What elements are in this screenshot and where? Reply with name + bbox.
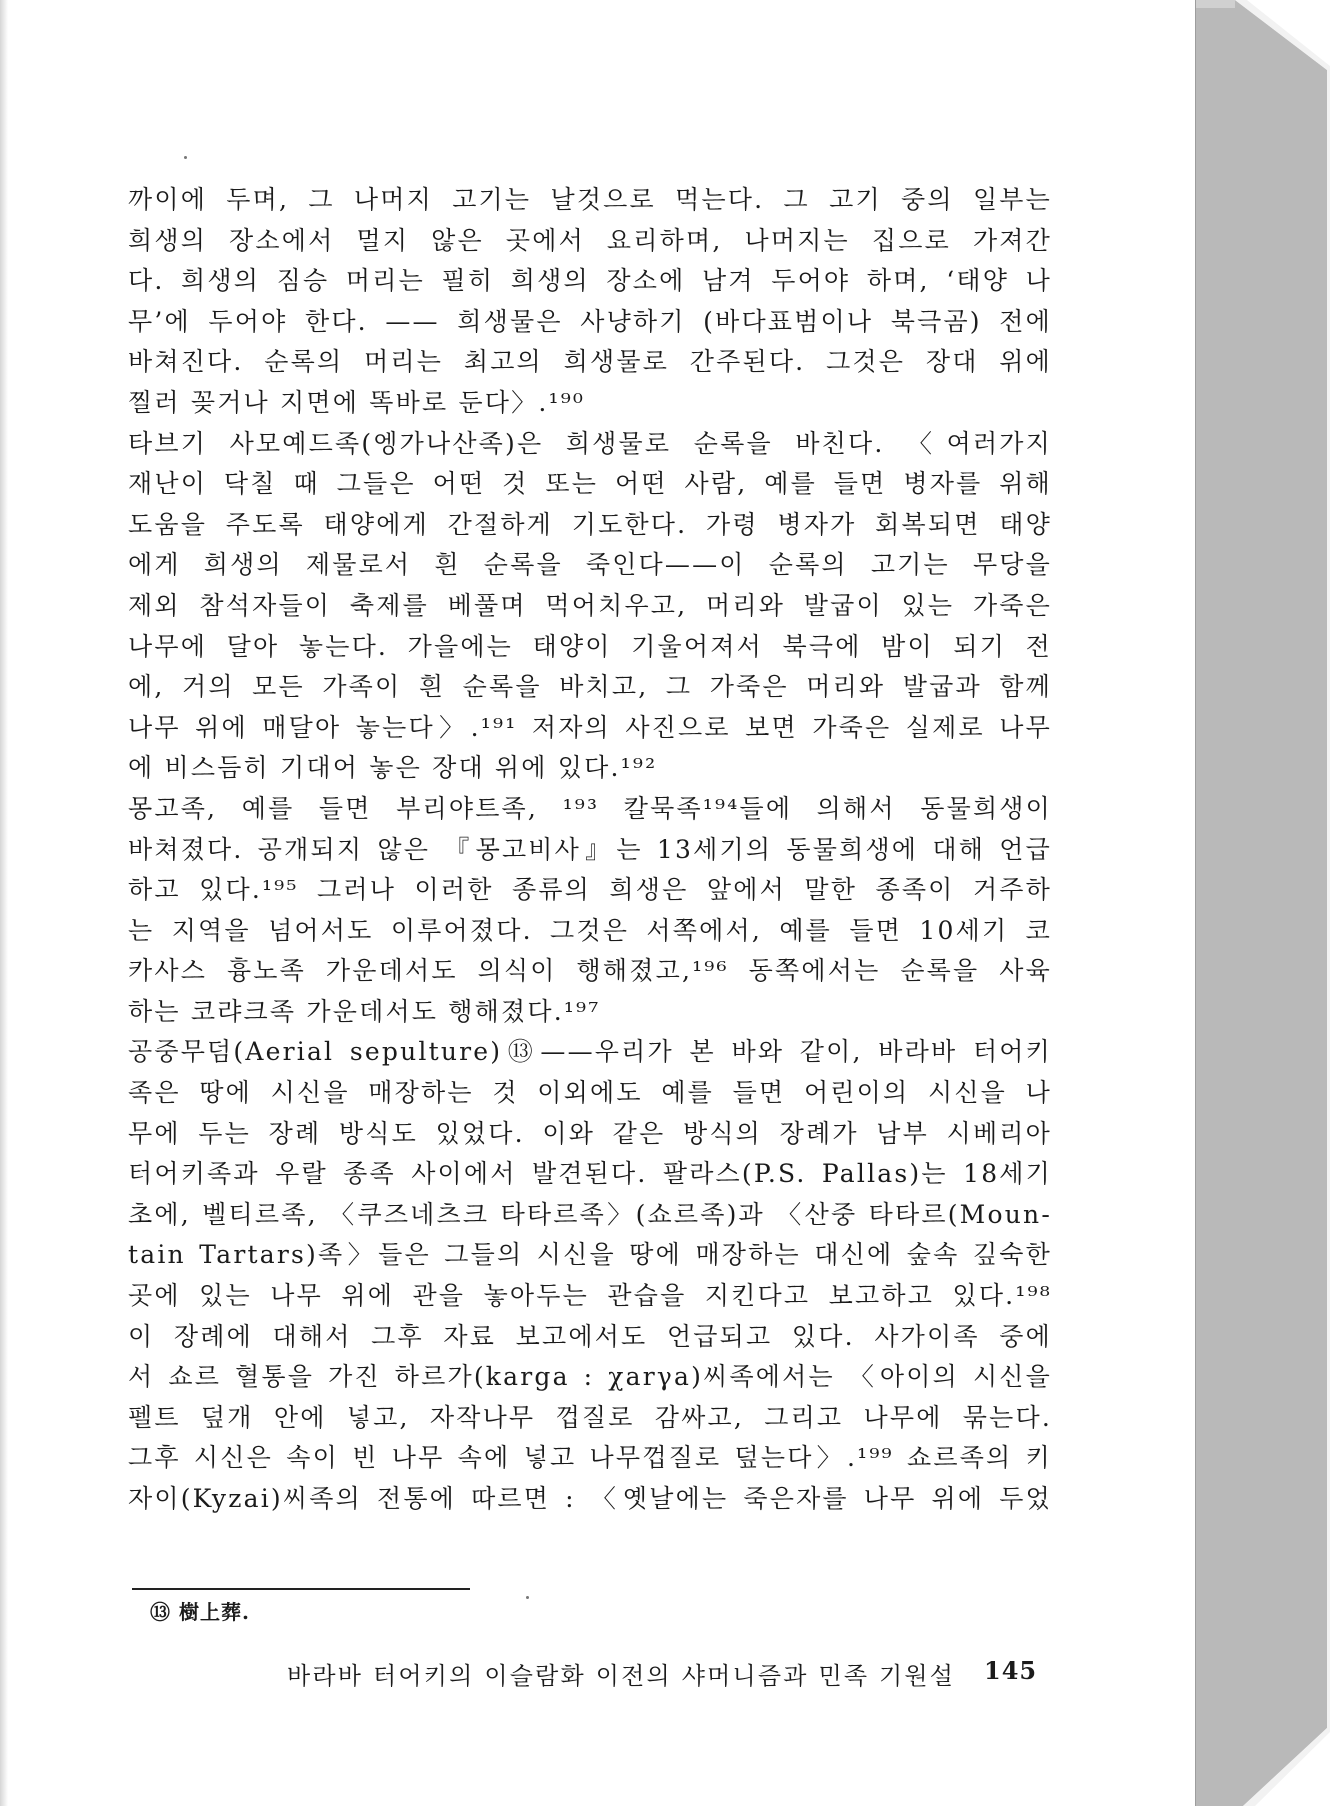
text-line: 에 비스듬히 기대어 놓은 장대 위에 있다.¹⁹² — [128, 753, 658, 783]
running-footer: 바라바 터어키의 이슬람화 이전의 샤머니즘과 민족 기원설 — [287, 1662, 956, 1690]
text-line: 도움을 주도록 태양에게 간절하게 기도한다. 가령 병자가 회복되면 태양 — [128, 509, 1052, 539]
page-speck — [184, 156, 187, 159]
text-line: 펠트 덮개 안에 넣고, 자작나무 껍질로 감싸고, 그리고 나무에 묶는다. — [128, 1402, 1052, 1432]
text-line: 까이에 두며, 그 나머지 고기는 날것으로 먹는다. 그 고기 중의 일부는 — [128, 185, 1052, 214]
body-text — [128, 180, 1052, 1520]
book-side-graphic — [1195, 0, 1330, 1806]
text-line: 초에, 벨티르족, 〈쿠즈네츠크 타타르족〉(쇼르족)과 〈산중 타타르(Moun- — [128, 1199, 1052, 1229]
text-line: 나무에 달아 놓는다. 가을에는 태양이 기울어져서 북극에 밤이 되기 전 — [128, 631, 1052, 661]
text-line: 에게 희생의 제물로서 흰 순록을 죽인다——이 순록의 고기는 무당을 — [128, 550, 1052, 580]
text-line: 공중무덤(Aerial sepulture)⑬——우리가 본 바와 같이, 바라바 터어키 — [128, 1037, 1052, 1067]
text-line: 몽고족, 예를 들면 부리야트족, ¹⁹³ 칼묵족¹⁹⁴들에 의해서 동물희생이 — [128, 793, 1052, 823]
paragraph-4 — [128, 1032, 1052, 1519]
text-line: 터어키족과 우랄 종족 사이에서 발견된다. 팔라스(P.S. Pallas)는 18세기 — [128, 1159, 1052, 1189]
text-line: tain Tartars)족〉들은 그들의 시신을 땅에 매장하는 대신에 숲속 깊숙한 — [128, 1240, 1052, 1270]
text-line: 하는 코랴크족 가운데서도 행해졌다.¹⁹⁷ — [128, 996, 601, 1026]
text-line: 그후 시신은 속이 빈 나무 속에 넣고 나무껍질로 덮는다〉.¹⁹⁹ 쇼르족의 키 — [128, 1443, 1052, 1473]
text-line: 나무 위에 매달아 놓는다〉.¹⁹¹ 저자의 사진으로 보면 가죽은 실제로 나무 — [128, 712, 1052, 742]
text-line: 재난이 닥칠 때 그들은 어떤 것 또는 어떤 사람, 예를 들면 병자를 위해 — [128, 469, 1052, 499]
paragraph-1 — [128, 180, 1052, 424]
paragraph-2 — [128, 424, 1052, 789]
text-line: 제외 참석자들이 축제를 베풀며 먹어치우고, 머리와 발굽이 있는 가죽은 — [128, 590, 1052, 620]
text-line: 무’에 두어야 한다. —— 희생물은 사냥하기 (바다표범이나 북극곰) 전에 — [128, 306, 1052, 336]
text-line: 무에 두는 장례 방식도 있었다. 이와 같은 방식의 장례가 남부 시베리아 — [128, 1118, 1052, 1148]
text-line: 에, 거의 모든 가족이 흰 순록을 바치고, 그 가죽은 머리와 발굽과 함께 — [128, 672, 1052, 702]
text-line: 다. 희생의 짐승 머리는 필히 희생의 장소에 남겨 두어야 하며, ‘태양 나 — [128, 266, 1052, 296]
text-line: 자이(Kyzai)씨족의 전통에 따르면 : 〈옛날에는 죽은자를 나무 위에 두었 — [128, 1484, 1052, 1513]
text-line: 는 지역을 넘어서도 이루어졌다. 그것은 서쪽에서, 예를 들면 10세기 코 — [128, 915, 1052, 945]
page-number: 145 — [984, 1656, 1038, 1685]
text-line: 희생의 장소에서 멀지 않은 곳에서 요리하며, 나머지는 집으로 가져간 — [128, 225, 1052, 255]
text-line: 타브기 사모예드족(엥가나산족)은 희생물로 순록을 바친다. 〈여러가지 — [128, 428, 1052, 458]
paragraph-3 — [128, 789, 1052, 1033]
text-line: 족은 땅에 시신을 매장하는 것 이외에도 예를 들면 어린이의 시신을 나 — [128, 1078, 1052, 1108]
text-line: 카사스 흉노족 가운데서도 의식이 행해졌고,¹⁹⁶ 동쪽에서는 순록을 사육 — [128, 956, 1052, 986]
text-line: 찔러 꽂거나 지면에 똑바로 둔다〉.¹⁹⁰ — [128, 387, 586, 417]
text-line: 바쳐졌다. 공개되지 않은 『몽고비사』는 13세기의 동물희생에 대해 언급 — [128, 834, 1052, 864]
book-side-edge — [1195, 0, 1330, 1806]
text-line: 곳에 있는 나무 위에 관을 놓아두는 관습을 지킨다고 보고하고 있다.¹⁹⁸ — [128, 1281, 1052, 1311]
page-speck — [526, 1596, 529, 1599]
text-line: 바쳐진다. 순록의 머리는 최고의 희생물로 간주된다. 그것은 장대 위에 — [128, 347, 1052, 377]
footnote-divider — [132, 1588, 470, 1590]
text-line: 이 장례에 대해서 그후 자료 보고에서도 언급되고 있다. 사가이족 중에 — [128, 1321, 1052, 1351]
text-line: 서 쇼르 혈통을 가진 하르가(karga : χarγa)씨족에서는 〈아이의 시신을 — [128, 1362, 1052, 1392]
text-line: 하고 있다.¹⁹⁵ 그러나 이러한 종류의 희생은 앞에서 말한 종족이 거주하 — [128, 875, 1052, 905]
footnote: ⑬ 樹上葬. — [150, 1600, 250, 1624]
